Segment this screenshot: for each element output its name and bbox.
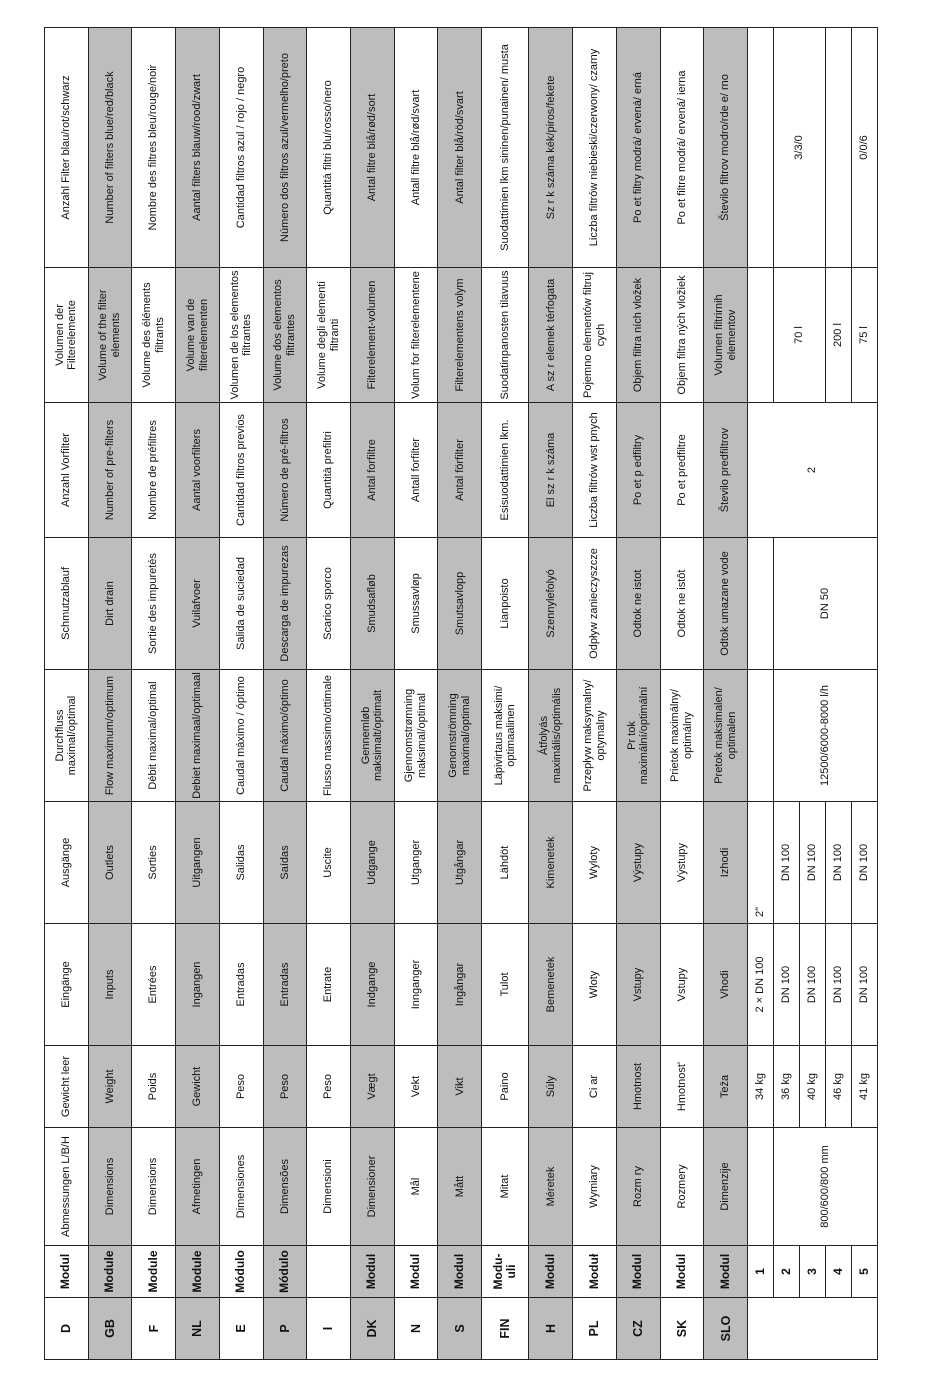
cell-dim: Dimensioner <box>351 1128 395 1246</box>
cell-volume: Objem filtra ních vložek <box>616 268 660 403</box>
cell-code: NL <box>176 1298 220 1360</box>
module-volume: 75 l <box>851 268 877 403</box>
cell-module: Modul <box>394 1246 438 1298</box>
cell-filters: Aantal filters blauw/rood/zwart <box>176 27 220 267</box>
cell-weight: Vægt <box>351 1046 395 1128</box>
module-weight: 34 kg <box>748 1046 774 1128</box>
cell-weight: Ci ar <box>573 1046 617 1128</box>
cell-inputs: Inputs <box>88 924 132 1046</box>
module-filters: 3/3/0 <box>774 27 826 267</box>
cell-drain: Schmutzablauf <box>45 538 89 670</box>
cell-outputs: Kimenetek <box>529 802 573 924</box>
cell-flow: Caudal máximo/óptimo <box>263 670 307 802</box>
cell-prefilters: Cantidad filtros previos <box>219 403 263 538</box>
module-inputs: DN 100 <box>851 924 877 1046</box>
cell-flow: Durchfluss maximal/optimal <box>45 670 89 802</box>
cell-module: Moduł <box>573 1246 617 1298</box>
cell-code: DK <box>351 1298 395 1360</box>
blank-cell <box>748 1298 878 1360</box>
cell-filters: Po et filtry modrá/ ervená/ erná <box>616 27 660 267</box>
cell-weight: Teža <box>704 1046 748 1128</box>
cell-inputs: Ingångar <box>438 924 482 1046</box>
cell-outputs: Uscite <box>307 802 351 924</box>
module-number: 5 <box>851 1246 877 1298</box>
cell-code: N <box>394 1298 438 1360</box>
cell-outputs: Utgångar <box>438 802 482 924</box>
cell-filters: Nombre des filtres bleu/rouge/noir <box>132 27 176 267</box>
cell-module: Modul <box>45 1246 89 1298</box>
table-row <box>482 27 529 1359</box>
module-volume: 200 l <box>825 268 851 403</box>
module-dimensions: 800/600/800 mm <box>774 1128 878 1246</box>
cell-outputs: Výstupy <box>616 802 660 924</box>
cell-drain: Odpływ zanieczyszcze <box>573 538 617 670</box>
cell-inputs: Eingänge <box>45 924 89 1046</box>
cell-volume: Filterelement-volumen <box>351 268 395 403</box>
table-row <box>529 27 573 1359</box>
cell-module: Módulo <box>263 1246 307 1298</box>
cell-weight: Hmotnost <box>616 1046 660 1128</box>
cell-filters: Število filtrov modro/rde e/ rno <box>704 27 748 267</box>
cell-volume: Volume des éléments filtrants <box>132 268 176 403</box>
cell-dim: Wymiary <box>573 1128 617 1246</box>
cell-flow: Läpivirtaus maksimi/ optimaalinen <box>482 670 529 802</box>
cell-inputs: Entradas <box>263 924 307 1046</box>
cell-weight: Peso <box>219 1046 263 1128</box>
table-row <box>438 27 482 1359</box>
table-body <box>45 27 878 1359</box>
cell-module: Module <box>88 1246 132 1298</box>
cell-filters: Cantidad filtros azul / rojo / negro <box>219 27 263 267</box>
module-outputs: DN 100 <box>851 802 877 924</box>
cell-weight: Gewicht <box>176 1046 220 1128</box>
cell-prefilters: Po et predfiltre <box>660 403 704 538</box>
cell-inputs: Indgange <box>351 924 395 1046</box>
cell-prefilters: Po et p edfiltry <box>616 403 660 538</box>
cell-volume: Pojemno elementów filtruj cych <box>573 268 617 403</box>
module-outputs: DN 100 <box>799 802 825 924</box>
cell-weight: Peso <box>263 1046 307 1128</box>
cell-outputs: Salidas <box>219 802 263 924</box>
cell-dim: Afmetingen <box>176 1128 220 1246</box>
cell-weight: Súly <box>529 1046 573 1128</box>
cell-prefilters: Anzahl Vorfilter <box>45 403 89 538</box>
cell-weight: Hmotnost' <box>660 1046 704 1128</box>
cell-module: Modul <box>660 1246 704 1298</box>
cell-volume: Volumen filtrirnih elementov <box>704 268 748 403</box>
cell-code: CZ <box>616 1298 660 1360</box>
cell-prefilters: Number of pre-filters <box>88 403 132 538</box>
cell-module: Modul <box>529 1246 573 1298</box>
cell-flow: Flow maximum/optimum <box>88 670 132 802</box>
cell-inputs: Wloty <box>573 924 617 1046</box>
module-volume: 70 l <box>774 268 826 403</box>
cell-inputs: Entrate <box>307 924 351 1046</box>
cell-outputs: Lähdöt <box>482 802 529 924</box>
blank-cell <box>748 27 774 267</box>
cell-prefilters: Esisuodattimien lkm. <box>482 403 529 538</box>
module-prefilters: 2 <box>748 403 878 538</box>
cell-code: FIN <box>482 1298 529 1360</box>
cell-flow: Genomströmning maximal/optimal <box>438 670 482 802</box>
cell-outputs: Uitgangen <box>176 802 220 924</box>
cell-code: E <box>219 1298 263 1360</box>
module-drain: DN 50 <box>774 538 878 670</box>
cell-module: Modul <box>704 1246 748 1298</box>
cell-filters: Número dos filtros azul/vermelho/preto <box>263 27 307 267</box>
blank-cell <box>748 1128 774 1246</box>
cell-flow: Gjennomstrømning maksimal/optimal <box>394 670 438 802</box>
cell-code: D <box>45 1298 89 1360</box>
module-number: 1 <box>748 1246 774 1298</box>
cell-volume: Volumen de los elementos filtrantes <box>219 268 263 403</box>
cell-prefilters: El sz r k száma <box>529 403 573 538</box>
rotated-table-wrapper <box>44 28 878 1360</box>
module-row <box>774 27 800 1359</box>
cell-dim: Mått <box>438 1128 482 1246</box>
table-row <box>176 27 220 1359</box>
cell-dim: Dimensões <box>263 1128 307 1246</box>
cell-filters: Antal filtre blå/rød/sort <box>351 27 395 267</box>
cell-drain: Szennylefolyó <box>529 538 573 670</box>
module-outputs: DN 100 <box>825 802 851 924</box>
cell-weight: Vikt <box>438 1046 482 1128</box>
cell-code: SLO <box>704 1298 748 1360</box>
cell-flow: Pretok maksimalen/ optimalen <box>704 670 748 802</box>
cell-flow: Gennemløb maksimalt/optimalt <box>351 670 395 802</box>
cell-outputs: Saídas <box>263 802 307 924</box>
cell-code: S <box>438 1298 482 1360</box>
cell-flow: Débit maximal/optimal <box>132 670 176 802</box>
cell-volume: Suodatinpanosten tilavuus <box>482 268 529 403</box>
cell-volume: Objem filtra ných vložiek <box>660 268 704 403</box>
cell-module: Module <box>132 1246 176 1298</box>
module-weight: 36 kg <box>774 1046 800 1128</box>
cell-prefilters: Število predfiltrov <box>704 403 748 538</box>
cell-dim: Dimensiones <box>219 1128 263 1246</box>
cell-flow: Debiet maximaal/optimaal <box>176 670 220 802</box>
module-weight: 41 kg <box>851 1046 877 1128</box>
cell-drain: Descarga de impurezas <box>263 538 307 670</box>
cell-filters: Po et filtre modrá/ ervená/ ierna <box>660 27 704 267</box>
cell-volume: Volume of the filter elements <box>88 268 132 403</box>
cell-weight: Weight <box>88 1046 132 1128</box>
cell-filters: Antal filter blå/röd/svart <box>438 27 482 267</box>
cell-code: P <box>263 1298 307 1360</box>
module-inputs: 2 × DN 100 <box>748 924 774 1046</box>
cell-inputs: Ingangen <box>176 924 220 1046</box>
cell-outputs: Izhodi <box>704 802 748 924</box>
module-row <box>748 27 774 1359</box>
cell-inputs: Innganger <box>394 924 438 1046</box>
cell-volume: Volumen der Filterelemente <box>45 268 89 403</box>
cell-volume: A sz r elemek térfogata <box>529 268 573 403</box>
cell-drain: Odtok umazane vode <box>704 538 748 670</box>
cell-dim: Dimensions <box>88 1128 132 1246</box>
cell-weight: Vekt <box>394 1046 438 1128</box>
module-filters: 0/0/6 <box>851 27 877 267</box>
cell-prefilters: Número de pré-filtros <box>263 403 307 538</box>
table-row <box>660 27 704 1359</box>
blank-cell <box>748 268 774 403</box>
table-row <box>219 27 263 1359</box>
cell-module: Modul <box>438 1246 482 1298</box>
cell-weight: Paino <box>482 1046 529 1128</box>
module-outputs: DN 100 <box>774 802 800 924</box>
cell-inputs: Vstupy <box>660 924 704 1046</box>
cell-drain: Odtok ne istot <box>616 538 660 670</box>
cell-prefilters: Liczba filtrów wst pnych <box>573 403 617 538</box>
cell-module: Módulo <box>219 1246 263 1298</box>
cell-module: Module <box>176 1246 220 1298</box>
table-row <box>573 27 617 1359</box>
module-weight: 40 kg <box>799 1046 825 1128</box>
cell-code: PL <box>573 1298 617 1360</box>
cell-filters: Anzahl Filter blau/rot/schwarz <box>45 27 89 267</box>
cell-flow: Przepływ maksymalny/ optymalny <box>573 670 617 802</box>
blank-cell <box>825 27 851 267</box>
cell-filters: Number of filters blue/red/black <box>88 27 132 267</box>
table-row <box>45 27 89 1359</box>
table-row <box>263 27 307 1359</box>
cell-dim: Rozm ry <box>616 1128 660 1246</box>
cell-drain: Scarico sporco <box>307 538 351 670</box>
cell-outputs: Wyloty <box>573 802 617 924</box>
cell-dim: Méretek <box>529 1128 573 1246</box>
cell-drain: Odtok ne istôt <box>660 538 704 670</box>
table-row <box>394 27 438 1359</box>
module-inputs: DN 100 <box>799 924 825 1046</box>
cell-code: GB <box>88 1298 132 1360</box>
cell-code: F <box>132 1298 176 1360</box>
cell-volume: Filterelementens volym <box>438 268 482 403</box>
cell-filters: Sz r k száma kék/piros/fekete <box>529 27 573 267</box>
cell-dim: Dimensioni <box>307 1128 351 1246</box>
cell-weight: Poids <box>132 1046 176 1128</box>
cell-filters: Quantità filtri blu/rosso/nero <box>307 27 351 267</box>
cell-inputs: Bemenetek <box>529 924 573 1046</box>
cell-outputs: Outlets <box>88 802 132 924</box>
module-flow: 12500/6000-8000 l/h <box>774 670 878 802</box>
cell-outputs: Utganger <box>394 802 438 924</box>
module-number: 3 <box>799 1246 825 1298</box>
cell-module: Modu- uli <box>482 1246 529 1298</box>
cell-weight: Peso <box>307 1046 351 1128</box>
cell-drain: Smutsavlopp <box>438 538 482 670</box>
cell-drain: Salida de suciedad <box>219 538 263 670</box>
cell-prefilters: Nombre de préfiltres <box>132 403 176 538</box>
cell-drain: Vuilafvoer <box>176 538 220 670</box>
cell-weight: Gewicht leer <box>45 1046 89 1128</box>
module-inputs: DN 100 <box>774 924 800 1046</box>
cell-prefilters: Antal förfilter <box>438 403 482 538</box>
cell-prefilters: Antal forfiltre <box>351 403 395 538</box>
cell-prefilters: Quantità prefiltri <box>307 403 351 538</box>
cell-code: I <box>307 1298 351 1360</box>
cell-module <box>307 1246 351 1298</box>
rotated-table-stage <box>44 28 878 1360</box>
blank-cell <box>748 538 774 670</box>
cell-dim: Rozmery <box>660 1128 704 1246</box>
cell-prefilters: Antall forfilter <box>394 403 438 538</box>
cell-drain: Smudsafløb <box>351 538 395 670</box>
table-row <box>351 27 395 1359</box>
cell-dim: Abmessungen L/B/H <box>45 1128 89 1246</box>
cell-flow: Pr tok maximální/optimální <box>616 670 660 802</box>
cell-inputs: Vhodi <box>704 924 748 1046</box>
cell-volume: Volume dos elementos filtrantes <box>263 268 307 403</box>
table-row <box>88 27 132 1359</box>
table-row <box>616 27 660 1359</box>
cell-volume: Volume van de filterelementen <box>176 268 220 403</box>
cell-dim: Dimensions <box>132 1128 176 1246</box>
table-row <box>704 27 748 1359</box>
cell-dim: Mål <box>394 1128 438 1246</box>
cell-filters: Liczba filtrów niebieski/czerwony/ czarny <box>573 27 617 267</box>
table-row <box>307 27 351 1359</box>
cell-outputs: Ausgänge <box>45 802 89 924</box>
module-number: 2 <box>774 1246 800 1298</box>
cell-flow: Caudal máximo / óptimo <box>219 670 263 802</box>
cell-drain: Lianpoisto <box>482 538 529 670</box>
module-weight: 46 kg <box>825 1046 851 1128</box>
cell-filters: Antall filtre blå/rød/svart <box>394 27 438 267</box>
module-inputs: DN 100 <box>825 924 851 1046</box>
cell-code: SK <box>660 1298 704 1360</box>
cell-module: Modul <box>351 1246 395 1298</box>
cell-drain: Smussavløp <box>394 538 438 670</box>
cell-code: H <box>529 1298 573 1360</box>
cell-dim: Dimenzije <box>704 1128 748 1246</box>
cell-flow: Átfolyás maximális/optimális <box>529 670 573 802</box>
cell-inputs: Entrées <box>132 924 176 1046</box>
cell-drain: Sortie des impuretés <box>132 538 176 670</box>
cell-inputs: Vstupy <box>616 924 660 1046</box>
cell-flow: Prietok maximálny/ optimálny <box>660 670 704 802</box>
cell-module: Modul <box>616 1246 660 1298</box>
filter-module-specs-table <box>44 27 878 1360</box>
cell-inputs: Entradas <box>219 924 263 1046</box>
cell-filters: Suodattimien lkm sininen/punainen/ musta <box>482 27 529 267</box>
cell-outputs: Výstupy <box>660 802 704 924</box>
blank-cell <box>748 670 774 802</box>
cell-flow: Flusso massimo/ottimale <box>307 670 351 802</box>
cell-volume: Volume degli elementi filtranti <box>307 268 351 403</box>
table-row <box>132 27 176 1359</box>
module-outputs: 2" <box>748 802 774 924</box>
cell-inputs: Tulot <box>482 924 529 1046</box>
cell-outputs: Udgange <box>351 802 395 924</box>
cell-prefilters: Aantal voorfilters <box>176 403 220 538</box>
cell-dim: Mitat <box>482 1128 529 1246</box>
cell-outputs: Sorties <box>132 802 176 924</box>
module-number: 4 <box>825 1246 851 1298</box>
cell-drain: Dirt drain <box>88 538 132 670</box>
cell-volume: Volum for filterelementene <box>394 268 438 403</box>
